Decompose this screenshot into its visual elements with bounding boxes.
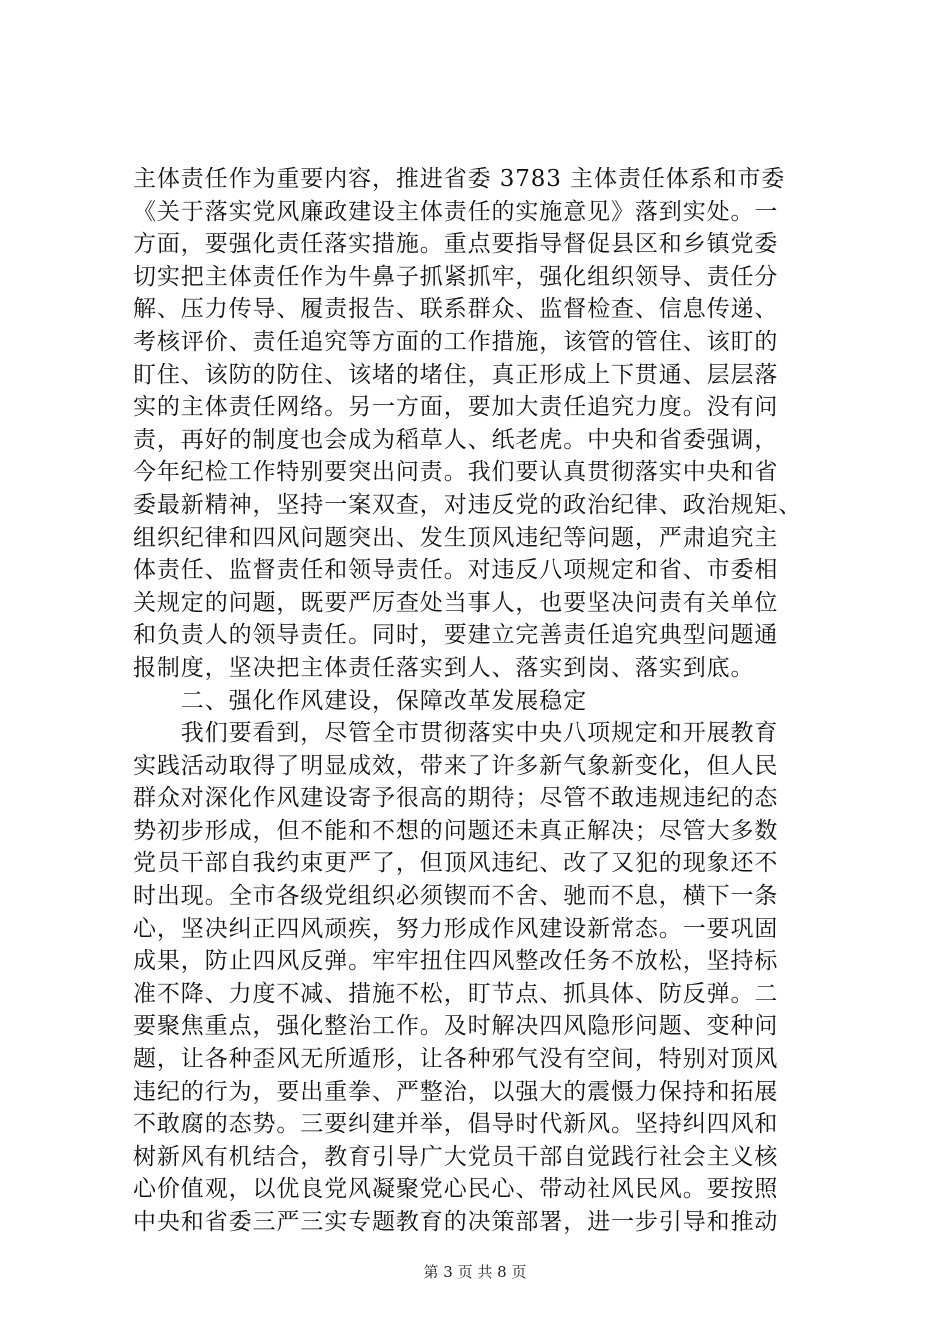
text-line: 方面，要强化责任落实措施。重点要指导督促县区和乡镇党委 — [133, 231, 779, 258]
text-line: 解、压力传导、履责报告、联系群众、监督检查、信息传递、 — [133, 296, 779, 323]
body-text — [133, 163, 853, 1239]
text-line: 中央和省委三严三实专题教育的决策部署，进一步引导和推动 — [133, 1209, 779, 1235]
text-line: 今年纪检工作特别要突出问责。我们要认真贯彻落实中央和省 — [133, 459, 779, 486]
text-line: 关规定的问题，既要严厉查处当事人，也要坚决问责有关单位 — [133, 589, 779, 616]
text-line: 和负责人的领导责任。同时，要建立完善责任追究典型问题通 — [133, 622, 779, 649]
text-line: 党员干部自我约束更严了，但顶风违纪、改了又犯的现象还不 — [133, 850, 779, 877]
page-number-label: 第 3 页 共 8 页 — [423, 1263, 527, 1281]
text-line: 心价值观，以优良党风凝聚党心民心、带动社风民风。要按照 — [133, 1176, 779, 1203]
text-line: 心，坚决纠正四风顽疾，努力形成作风建设新常态。一要巩固 — [133, 915, 779, 942]
text-line: 群众对深化作风建设寄予很高的期待；尽管不敢违规违纪的态 — [133, 785, 779, 812]
text-line: 我们要看到，尽管全市贯彻落实中央八项规定和开展教育 — [133, 720, 779, 747]
text-line: 不敢腐的态势。三要纠建并举，倡导时代新风。坚持纠四风和 — [133, 1111, 779, 1138]
text-line: 盯住、该防的防住、该堵的堵住，真正形成上下贯通、层层落 — [133, 361, 779, 388]
text-line: 时出现。全市各级党组织必须锲而不舍、驰而不息，横下一条 — [133, 883, 779, 910]
text-line: 主体责任作为重要内容，推进省委 3783 主体责任体系和市委 — [133, 166, 786, 192]
text-line: 体责任、监督责任和领导责任。对违反八项规定和省、市委相 — [133, 557, 779, 584]
text-line: 组织纪律和四风问题突出、发生顶风违纪等问题，严肃追究主 — [133, 524, 779, 551]
section-heading: 二、强化作风建设，保障改革发展稳定 — [133, 687, 588, 714]
text-line: 委最新精神，坚持一案双查，对违反党的政治纪律、政治规矩、 — [133, 491, 803, 518]
text-line: 成果，防止四风反弹。牢牢扭住四风整改任务不放松，坚持标 — [133, 948, 779, 975]
text-line: 《关于落实党风廉政建设主体责任的实施意见》落到实处。一 — [133, 198, 779, 225]
text-line: 树新风有机结合，教育引导广大党员干部自觉践行社会主义核 — [133, 1143, 779, 1170]
text-line: 势初步形成，但不能和不想的问题还未真正解决；尽管大多数 — [133, 817, 779, 844]
page-footer — [0, 1262, 950, 1282]
text-line: 实的主体责任网络。另一方面，要加大责任追究力度。没有问 — [133, 394, 779, 421]
text-line: 违纪的行为，要出重拳、严整治，以强大的震慑力保持和拓展 — [133, 1078, 779, 1105]
text-line: 实践活动取得了明显成效，带来了许多新气象新变化，但人民 — [133, 752, 779, 779]
text-line: 题，让各种歪风无所遁形，让各种邪气没有空间，特别对顶风 — [133, 1046, 779, 1073]
text-line: 切实把主体责任作为牛鼻子抓紧抓牢，强化组织领导、责任分 — [133, 263, 779, 290]
text-line: 准不降、力度不减、措施不松，盯节点、抓具体、防反弹。二 — [133, 980, 779, 1007]
text-line: 责，再好的制度也会成为稻草人、纸老虎。中央和省委强调， — [133, 426, 779, 453]
text-line: 考核评价、责任追究等方面的工作措施，该管的管住、该盯的 — [133, 328, 779, 355]
text-line: 报制度，坚决把主体责任落实到人、落实到岗、落实到底。 — [133, 654, 755, 681]
text-line: 要聚焦重点，强化整治工作。及时解决四风隐形问题、变种问 — [133, 1013, 779, 1040]
